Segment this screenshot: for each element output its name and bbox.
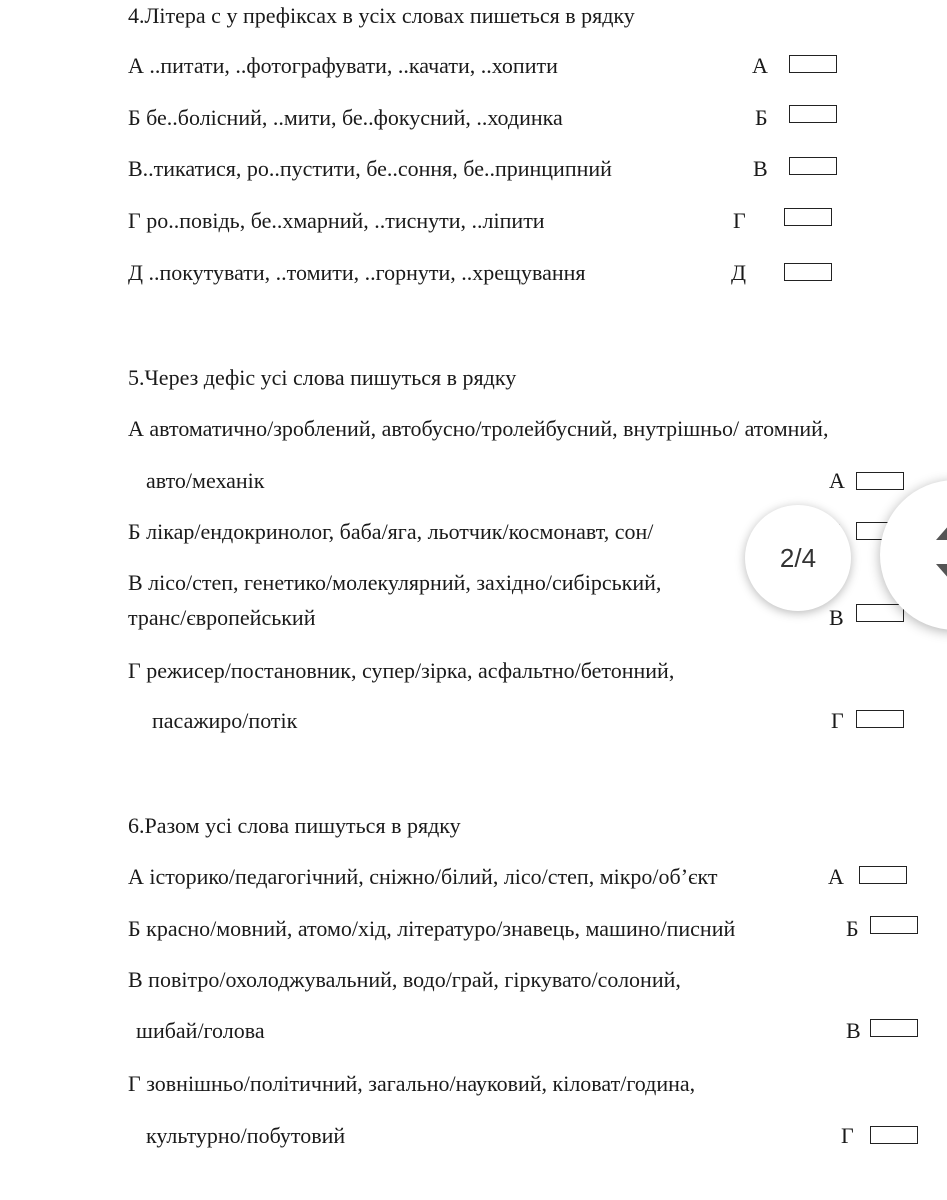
q5-option-v-answer-box[interactable] (856, 604, 904, 622)
q5-option-g-answer-box[interactable] (856, 710, 904, 728)
q6-option-b-label: Б (846, 916, 859, 941)
q5-option-a-answer-box[interactable] (856, 472, 904, 490)
q6-option-g-line2: культурно/побутовий (146, 1123, 346, 1148)
q5-option-v-line2: транс/європейський (128, 605, 316, 630)
q6-option-g-answer-box[interactable] (870, 1126, 918, 1144)
scroll-down-icon[interactable] (936, 564, 947, 580)
q6-option-v-label: В (846, 1018, 861, 1043)
q6-option-a-answer-box[interactable] (859, 866, 907, 884)
q6-option-v-answer-box[interactable] (870, 1019, 918, 1037)
q5-option-a-line1: А автоматично/зроблений, автобусно/тролейбусний, внутрішньо/ атомний, (128, 416, 829, 441)
q4-option-d-text: Д ..покутувати, ..томити, ..горнути, ..хрещування (128, 260, 586, 285)
q4-option-a-label: А (752, 53, 768, 78)
q6-option-g-label: Г (841, 1123, 854, 1148)
q5-option-a-line2: авто/механік (146, 468, 265, 493)
q4-option-a-text: А ..питати, ..фотографувати, ..качати, ..хопити (128, 53, 558, 78)
q4-option-g-label: Г (733, 208, 746, 233)
q6-option-b-answer-box[interactable] (870, 916, 918, 934)
q5-option-g-line1: Г режисер/постановник, супер/зірка, асфальтно/бетонний, (128, 658, 675, 683)
q4-option-d-label: Д (731, 260, 747, 285)
question-6-title: 6.Разом усі слова пишуться в рядку (128, 813, 461, 838)
q6-option-v-line2: шибай/голова (136, 1018, 265, 1043)
q4-option-d-answer-box[interactable] (784, 263, 832, 281)
q6-option-a-line1: А історико/педагогічний, сніжно/білий, лісо/степ, мікро/об’єкт (128, 864, 718, 889)
q6-option-g-line1: Г зовнішньо/політичний, загально/науковий, кіловат/година, (128, 1071, 696, 1096)
q4-option-v-label: В (753, 156, 768, 181)
q4-option-b-answer-box[interactable] (789, 105, 837, 123)
q5-option-g-label: Г (831, 708, 844, 733)
q4-option-v-text: В..тикатися, ро..пустити, бе..соння, бе..принципний (128, 156, 612, 181)
q5-option-v-line1: В лісо/степ, генетико/молекулярний, західно/сибірський, (128, 570, 662, 595)
question-4-title: 4.Літера с у префіксах в усіх словах пишеться в рядку (128, 3, 635, 28)
q5-option-a-label: А (829, 468, 845, 493)
q4-option-v-answer-box[interactable] (789, 157, 837, 175)
page-indicator (745, 505, 851, 611)
q5-option-g-line2: пасажиро/потік (152, 708, 298, 733)
q5-option-b-line1: Б лікар/ендокринолог, баба/яга, льотчик/космонавт, сон/ (128, 519, 654, 544)
q6-option-b-line1: Б красно/мовний, атомо/хід, літературо/знавець, машино/писний (128, 916, 736, 941)
q5-option-v-label: В (829, 605, 844, 630)
q4-option-b-label: Б (755, 105, 768, 130)
q4-option-g-text: Г ро..повідь, бе..хмарний, ..тиснути, ..ліпити (128, 208, 545, 233)
q6-option-a-label: А (828, 864, 844, 889)
q6-option-v-line1: В повітро/охолоджувальний, водо/грай, гіркувато/солоний, (128, 967, 681, 992)
page-indicator-text: 2/4 (779, 542, 817, 573)
q4-option-g-answer-box[interactable] (784, 208, 832, 226)
q4-option-b-text: Б бе..болісний, ..мити, бе..фокусний, ..ходинка (128, 105, 563, 130)
scroll-up-icon[interactable] (936, 524, 947, 540)
q4-option-a-answer-box[interactable] (789, 55, 837, 73)
question-5-title: 5.Через дефіс усі слова пишуться в рядку (128, 365, 517, 390)
